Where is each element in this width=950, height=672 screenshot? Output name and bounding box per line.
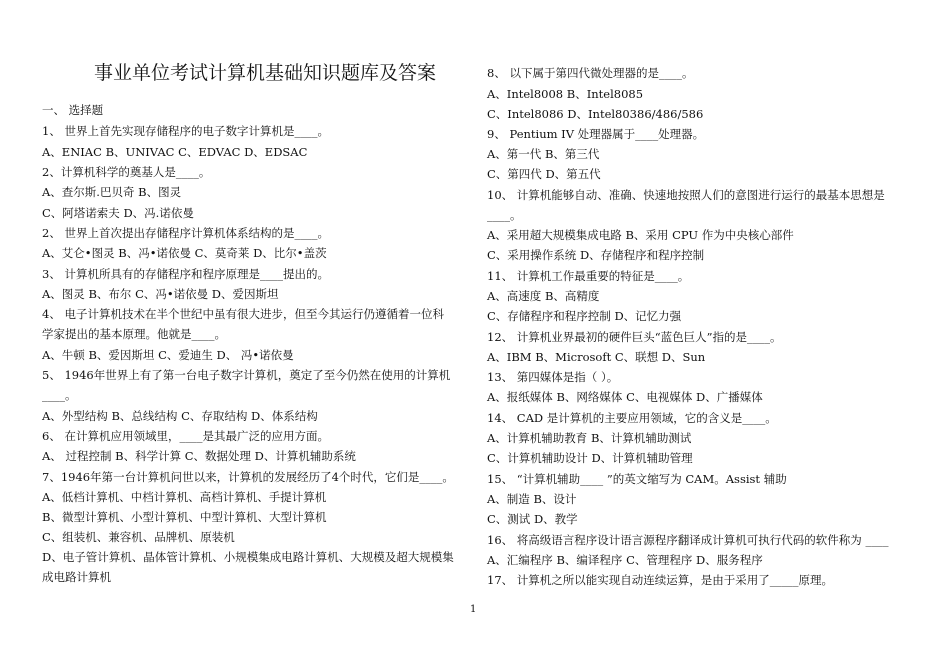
right-line-14: 12、 计算机业界最初的硬件巨头“蓝色巨人”指的是____。	[487, 330, 782, 344]
right-line-6: C、第四代 D、第五代	[487, 167, 601, 181]
left-line-13: A、牛顿 B、爱因斯坦 C、爱迪生 D、 冯•诺依曼	[42, 348, 294, 362]
left-line-2: 1、 世界上首先实现存储程序的电子数字计算机是____。	[42, 124, 329, 138]
left-line-24: 成电路计算机	[42, 570, 111, 584]
right-line-21: 15、 “计算机辅助____ ”的英文缩写为 CAM。Assist 辅助	[487, 472, 787, 486]
right-line-11: 11、 计算机工作最重要的特征是____。	[487, 269, 690, 283]
right-line-2: A、Intel8008 B、Intel8085	[487, 87, 644, 101]
right-line-17: A、报纸媒体 B、网络媒体 C、电视媒体 D、广播媒体	[487, 390, 763, 404]
left-line-6: C、阿塔诺索夫 D、冯.诺依曼	[42, 206, 194, 220]
right-line-19: A、计算机辅助教育 B、计算机辅助测试	[487, 431, 692, 445]
left-line-16: A、外型结构 B、总线结构 C、存取结构 D、体系结构	[42, 409, 318, 423]
page-title: 事业单位考试计算机基础知识题库及答案	[93, 62, 436, 84]
left-line-5: A、查尔斯.巴贝奇 B、图灵	[42, 185, 182, 199]
right-line-8: ____。	[487, 208, 522, 222]
left-line-10: A、图灵 B、布尔 C、冯•诺依曼 D、爱因斯坦	[42, 287, 279, 301]
right-line-3: C、Intel8086 D、Intel80386/486/586	[487, 107, 704, 121]
right-line-23: C、测试 D、教学	[487, 512, 578, 526]
right-line-18: 14、 CAD 是计算机的主要应用领域，它的含义是____。	[487, 411, 777, 425]
right-line-25: A、汇编程序 B、编译程序 C、管理程序 D、服务程序	[487, 553, 763, 567]
right-line-12: A、高速度 B、高精度	[487, 289, 600, 303]
left-line-8: A、艾仑•图灵 B、冯•诺依曼 C、莫奇莱 D、比尔•盖茨	[42, 246, 327, 260]
right-line-26: 17、 计算机之所以能实现自动连续运算，是由于采用了_____原理。	[487, 573, 834, 587]
right-line-4: 9、 Pentium IV 处理器属于____处理器。	[487, 127, 705, 141]
left-line-20: A、低档计算机、中档计算机、高档计算机、手提计算机	[42, 490, 327, 504]
right-line-1: 8、 以下属于第四代微处理器的是____。	[487, 66, 694, 80]
left-line-12: 学家提出的基本原理。他就是____。	[42, 327, 226, 341]
left-line-9: 3、 计算机所具有的存储程序和程序原理是____提出的。	[42, 267, 329, 281]
right-line-16: 13、 第四媒体是指（ ）。	[487, 370, 619, 384]
right-line-22: A、制造 B、设计	[487, 492, 577, 506]
left-line-15: ____。	[42, 388, 77, 402]
right-line-7: 10、 计算机能够自动、准确、快速地按照人们的意图进行运行的最基本思想是	[487, 188, 885, 202]
left-line-19: 7、1946年第一台计算机问世以来，计算机的发展经历了4个时代，它们是____。	[42, 470, 454, 484]
left-line-3: A、ENIAC B、UNIVAC C、EDVAC D、EDSAC	[42, 145, 308, 159]
left-line-22: C、组装机、兼容机、品牌机、原装机	[42, 530, 235, 544]
left-line-21: B、微型计算机、小型计算机、中型计算机、大型计算机	[42, 510, 327, 524]
left-line-18: A、 过程控制 B、科学计算 C、数据处理 D、计算机辅助系统	[42, 449, 356, 463]
right-line-15: A、IBM B、Microsoft C、联想 D、Sun	[487, 350, 706, 364]
left-line-1: 一、 选择题	[42, 103, 104, 117]
left-line-4: 2、计算机科学的奠基人是____。	[42, 165, 211, 179]
right-line-5: A、第一代 B、第三代	[487, 147, 600, 161]
right-line-10: C、采用操作系统 D、存储程序和程序控制	[487, 248, 705, 262]
left-line-7: 2、 世界上首次提出存储程序计算机体系结构的是____。	[42, 226, 329, 240]
right-line-9: A、采用超大规模集成电路 B、采用 CPU 作为中央核心部件	[487, 228, 794, 242]
left-line-23: D、电子管计算机、晶体管计算机、小规模集成电路计算机、大规模及超大规模集	[42, 550, 454, 564]
left-line-14: 5、 1946年世界上有了第一台电子数字计算机，奠定了至今仍然在使用的计算机	[42, 368, 451, 382]
page-number: 1	[470, 604, 477, 615]
right-line-20: C、计算机辅助设计 D、计算机辅助管理	[487, 451, 693, 465]
right-line-24: 16、 将高级语言程序设计语言源程序翻译成计算机可执行代码的软件称为 ____	[487, 533, 889, 547]
right-line-13: C、存储程序和程序控制 D、记忆力强	[487, 309, 682, 323]
left-line-17: 6、 在计算机应用领域里，____是其最广泛的应用方面。	[42, 429, 329, 443]
left-line-11: 4、 电子计算机技术在半个世纪中虽有很大进步，但至今其运行仍遵循着一位科	[42, 307, 444, 321]
